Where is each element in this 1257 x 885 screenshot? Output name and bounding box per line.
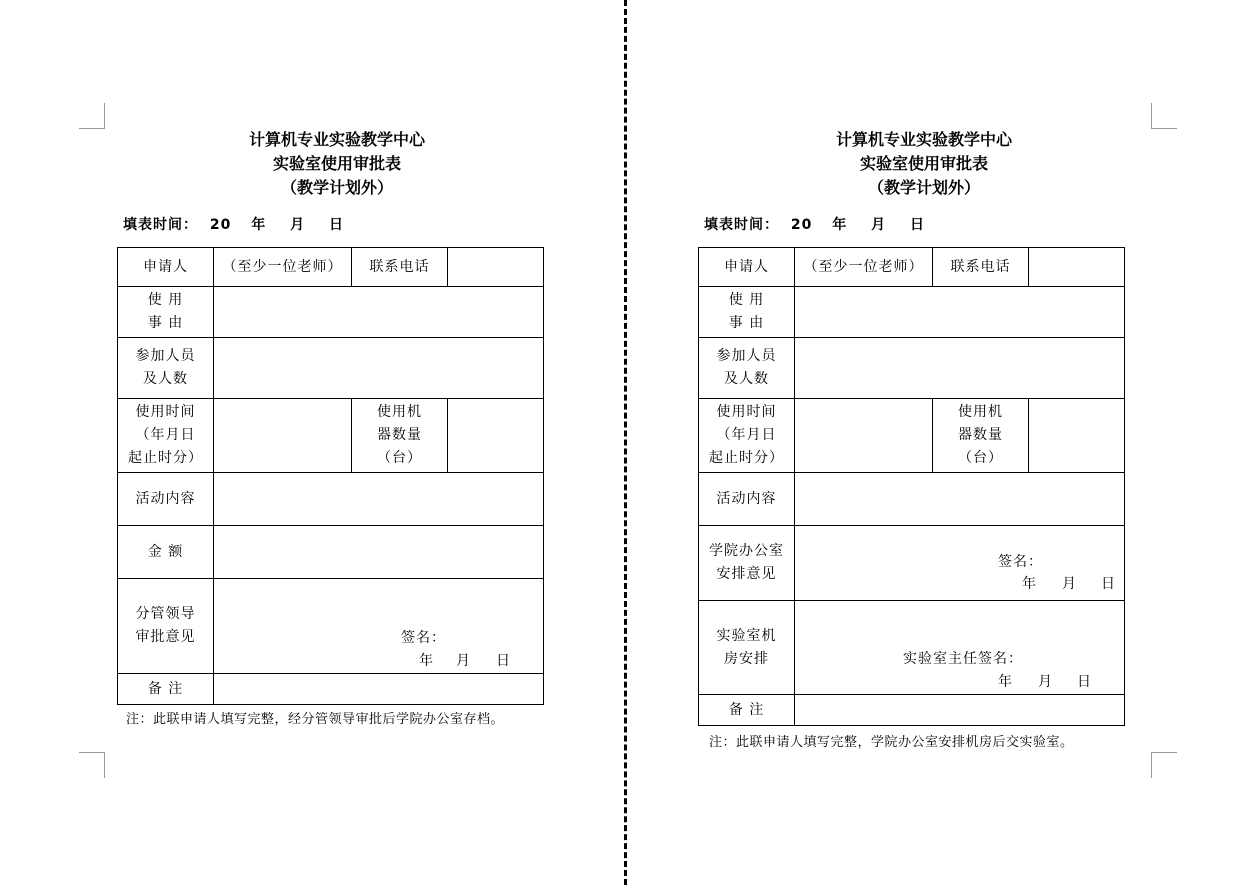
office-label (699, 526, 795, 601)
label-line: 使用时间 (135, 404, 196, 420)
date-year: 年 (1022, 576, 1037, 592)
activity-label: 活动内容 (118, 473, 214, 526)
date-month: 月 (1038, 674, 1053, 690)
machines-field[interactable] (1029, 399, 1125, 473)
approval-label (118, 579, 214, 674)
label-line: 使用机 (377, 404, 422, 420)
signature-label: 签名： (401, 630, 446, 646)
label-line: 器数量 (958, 427, 1003, 443)
year-prefix: 20 (209, 217, 232, 233)
year-prefix: 20 (790, 217, 813, 233)
table-row (699, 473, 1125, 526)
amount-field[interactable] (214, 526, 544, 579)
label-line: 事 由 (728, 315, 765, 331)
crop-mark (1151, 752, 1177, 753)
label-line: 房安排 (724, 650, 769, 667)
reason-label (118, 287, 214, 338)
machines-field[interactable] (448, 399, 544, 473)
table-row (118, 579, 544, 674)
date-year: 年 (998, 674, 1013, 690)
table-row (699, 338, 1125, 399)
amount-label: 金 额 (118, 526, 214, 579)
year-label: 年 (251, 217, 267, 233)
table-row (699, 248, 1125, 287)
applicant-field[interactable]: （至少一位老师） (214, 248, 352, 287)
fill-time (123, 214, 344, 234)
time-field[interactable] (214, 399, 352, 473)
crop-mark (1151, 128, 1177, 129)
form-title (804, 128, 1044, 200)
machines-label (352, 399, 448, 473)
month-label: 月 (871, 217, 887, 233)
label-line: 器数量 (377, 427, 422, 443)
table-row (118, 248, 544, 287)
participants-label (699, 338, 795, 399)
label-line: 及人数 (724, 371, 769, 387)
label-line: 参加人员 (716, 348, 777, 364)
table-row (699, 399, 1125, 473)
label-line: 安排意见 (716, 566, 777, 582)
month-label: 月 (290, 217, 306, 233)
footnote: 注：此联申请人填写完整，学院办公室安排机房后交实验室。 (709, 735, 1074, 750)
approval-table (117, 247, 544, 705)
label-line: 分管领导 (135, 606, 196, 622)
phone-field[interactable] (1029, 248, 1125, 287)
title-line: 计算机专业实验教学中心 (835, 130, 1012, 149)
label-line: 事 由 (147, 315, 184, 331)
label-line: 使用时间 (716, 404, 777, 420)
day-label: 日 (328, 217, 344, 233)
phone-field[interactable] (448, 248, 544, 287)
table-row (118, 674, 544, 705)
date-day: 日 (496, 653, 511, 669)
activity-field[interactable] (795, 473, 1125, 526)
label-line: （台） (958, 450, 1003, 466)
date-month: 月 (1062, 576, 1077, 592)
applicant-label: 申请人 (699, 248, 795, 287)
crop-mark (1151, 752, 1152, 778)
table-row (699, 601, 1125, 695)
title-line: （教学计划外） (280, 178, 393, 197)
approval-field[interactable] (214, 579, 544, 674)
date-day: 日 (1101, 576, 1116, 592)
label-line: 使 用 (728, 292, 765, 308)
time-label (699, 399, 795, 473)
table-row (118, 473, 544, 526)
phone-label: 联系电话 (933, 248, 1029, 287)
remarks-label: 备 注 (699, 695, 795, 726)
remarks-field[interactable] (795, 695, 1125, 726)
label-line: 学院办公室 (709, 543, 784, 559)
crop-mark (79, 752, 105, 753)
table-row (699, 695, 1125, 726)
label-line: 使 用 (147, 292, 184, 308)
activity-label: 活动内容 (699, 473, 795, 526)
label-line: 参加人员 (135, 348, 196, 364)
date-month: 月 (456, 653, 471, 669)
crop-mark (104, 103, 105, 129)
label-line: （台） (377, 450, 422, 466)
table-row (118, 287, 544, 338)
date-year: 年 (419, 653, 434, 669)
crop-mark (104, 752, 105, 778)
title-line: （教学计划外） (867, 178, 980, 197)
label-line: （年月日 (716, 427, 777, 443)
participants-field[interactable] (214, 338, 544, 399)
activity-field[interactable] (214, 473, 544, 526)
director-signature-label: 实验室主任签名： (903, 651, 1023, 667)
label-line: 使用机 (958, 404, 1003, 420)
signature-label: 签名： (998, 554, 1043, 570)
machines-label (933, 399, 1029, 473)
participants-field[interactable] (795, 338, 1125, 399)
footnote: 注：此联申请人填写完整，经分管领导审批后学院办公室存档。 (126, 712, 505, 727)
year-label: 年 (832, 217, 848, 233)
reason-field[interactable] (214, 287, 544, 338)
label-line: 起止时分） (128, 450, 203, 466)
crop-mark (79, 128, 105, 129)
time-label (118, 399, 214, 473)
lab-room-label (699, 601, 795, 695)
label-line: 起止时分） (709, 450, 784, 466)
time-field[interactable] (795, 399, 933, 473)
fill-time-label: 填表时间： (704, 217, 779, 233)
phone-label: 联系电话 (352, 248, 448, 287)
title-line: 实验室使用审批表 (859, 154, 988, 173)
table-row (118, 338, 544, 399)
crop-mark (1151, 103, 1152, 129)
label-line: 及人数 (143, 371, 188, 387)
approval-table (698, 247, 1125, 726)
fill-time (704, 214, 925, 234)
applicant-label: 申请人 (118, 248, 214, 287)
reason-field[interactable] (795, 287, 1125, 338)
table-row (699, 287, 1125, 338)
table-row (699, 526, 1125, 601)
title-line: 实验室使用审批表 (272, 154, 401, 173)
label-line: （年月日 (135, 427, 196, 443)
day-label: 日 (909, 217, 925, 233)
lab-room-field[interactable] (795, 601, 1125, 695)
table-row (118, 526, 544, 579)
remarks-label: 备 注 (118, 674, 214, 705)
applicant-field[interactable]: （至少一位老师） (795, 248, 933, 287)
form-title (217, 128, 457, 200)
label-line: 实验室机 (716, 627, 777, 644)
participants-label (118, 338, 214, 399)
date-day: 日 (1077, 674, 1092, 690)
label-line: 审批意见 (135, 629, 196, 645)
fill-time-label: 填表时间： (123, 217, 198, 233)
title-line: 计算机专业实验教学中心 (248, 130, 425, 149)
office-field[interactable] (795, 526, 1125, 601)
cut-line-divider (624, 0, 627, 885)
table-row (118, 399, 544, 473)
remarks-field[interactable] (214, 674, 544, 705)
reason-label (699, 287, 795, 338)
